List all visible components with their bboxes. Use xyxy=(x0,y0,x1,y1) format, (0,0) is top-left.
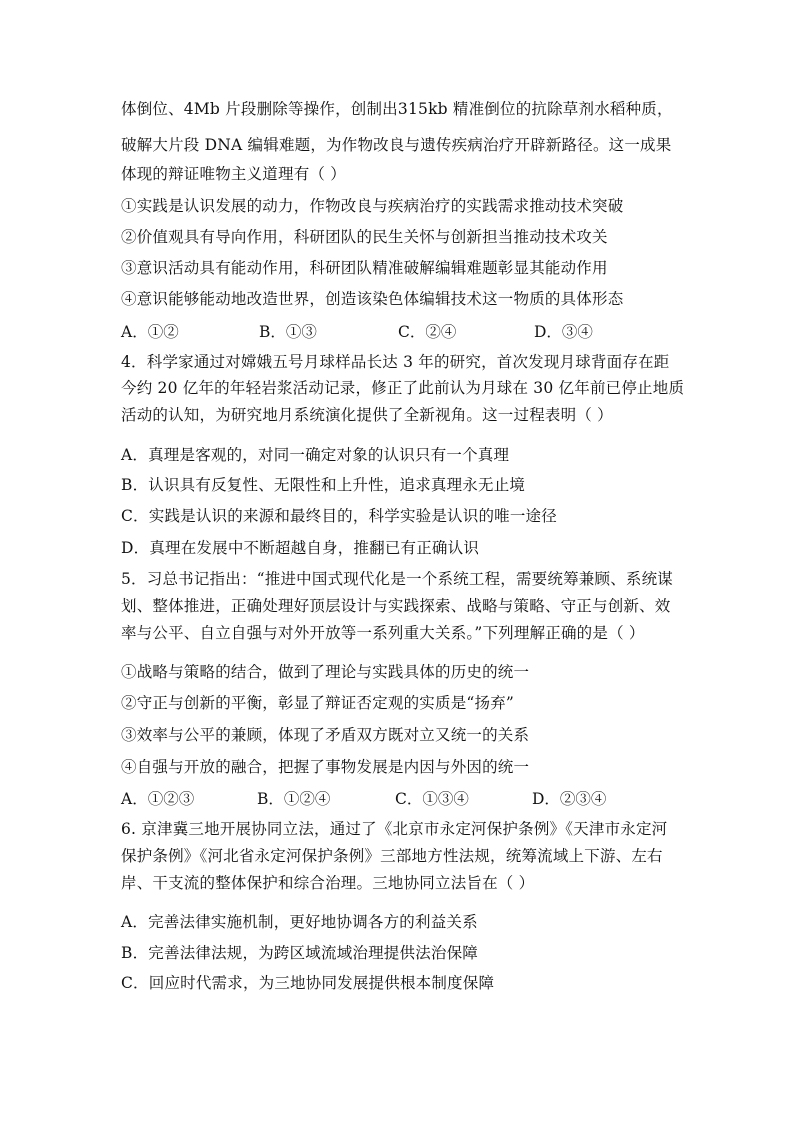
q4-stem-line: 今约 20 亿年的年轻岩浆活动记录，修正了此前认为月球在 30 亿年前已停止地质 xyxy=(121,379,685,397)
q5-option-c: C．①③④ xyxy=(395,790,469,808)
q6-option-a: A．完善法律实施机制，更好地协调各方的利益关系 xyxy=(121,913,478,931)
q4-option-d: D．真理在发展中不断超越自身，推翻已有正确认识 xyxy=(121,539,480,557)
q5-options xyxy=(121,787,681,809)
q3-stem-line: 破解大片段 DNA 编辑难题，为作物改良与遗传疾病治疗开辟新路径。这一成果 xyxy=(121,136,672,154)
q3-option-c: C．②④ xyxy=(398,323,457,341)
q3-options xyxy=(121,320,681,342)
q6-option-c: C．回应时代需求，为三地协同发展提供根本制度保障 xyxy=(121,974,495,992)
q4-option-a: A．真理是客观的，对同一确定对象的认识只有一个真理 xyxy=(121,446,510,464)
q5-statement: ①战略与策略的结合，做到了理论与实践具体的历史的统一 xyxy=(121,663,530,681)
q3-option-b: B．①③ xyxy=(259,323,317,341)
q3-statement: ③意识活动具有能动作用，科研团队精准破解编辑难题彰显其能动作用 xyxy=(121,259,608,277)
q4-option-c: C．实践是认识的来源和最终目的，科学实验是认识的唯一途径 xyxy=(121,507,557,525)
q4-option-b: B．认识具有反复性、无限性和上升性，追求真理永无止境 xyxy=(121,476,526,494)
q3-stem-line: 体倒位、4Mb 片段删除等操作，创制出315kb 精准倒位的抗除草剂水稻种质， xyxy=(121,100,673,118)
q4-stem-line: 活动的认知，为研究地月系统演化提供了全新视角。这一过程表明（ ） xyxy=(121,406,613,424)
q3-option-a: A．①② xyxy=(121,323,179,341)
q3-statement: ②价值观具有导向作用，科研团队的民生关怀与创新担当推动技术攻关 xyxy=(121,228,608,246)
q6-option-b: B．完善法律法规，为跨区域流域治理提供法治保障 xyxy=(121,944,478,962)
q5-statement: ③效率与公平的兼顾，体现了矛盾双方既对立又统一的关系 xyxy=(121,726,530,744)
q3-statement: ①实践是认识发展的动力，作物改良与疾病治疗的实践需求推动技术突破 xyxy=(121,197,624,215)
q5-statement: ②守正与创新的平衡，彰显了辩证否定观的实质是“扬弃” xyxy=(121,694,515,712)
q6-stem-line: 保护条例》《河北省永定河保护条例》三部地方性法规，统筹流域上下游、左右 xyxy=(121,847,663,865)
q5-statement: ④自强与开放的融合，把握了事物发展是内因与外因的统一 xyxy=(121,758,530,776)
q3-statement: ④意识能够能动地改造世界，创造该染色体编辑技术这一物质的具体形态 xyxy=(121,290,624,308)
q5-stem-line: 5．习总书记指出：“推进中国式现代化是一个系统工程，需要统筹兼顾、系统谋 xyxy=(121,570,673,588)
q5-stem-line: 率与公平、自立自强与对外开放等一系列重大关系。”下列理解正确的是（ ） xyxy=(121,624,645,642)
q5-option-b: B．①②④ xyxy=(257,790,331,808)
q6-stem-line: 岸、干支流的整体保护和综合治理。三地协同立法旨在（ ） xyxy=(121,874,535,892)
q5-option-a: A．①②③ xyxy=(121,790,195,808)
q5-stem-line: 划、整体推进，正确处理好顶层设计与实践探索、战略与策略、守正与创新、效 xyxy=(121,597,671,615)
q6-stem-line: 6. 京津冀三地开展协同立法，通过了《北京市永定河保护条例》《天津市永定河 xyxy=(121,820,668,838)
q3-option-d: D．③④ xyxy=(534,323,593,341)
q3-stem-line: 体现的辩证唯物主义道理有（ ） xyxy=(121,165,346,183)
q4-stem-line: 4．科学家通过对嫦娥五号月球样品长达 3 年的研究，首次发现月球背面存在距 xyxy=(121,353,670,371)
q5-option-d: D．②③④ xyxy=(532,790,607,808)
